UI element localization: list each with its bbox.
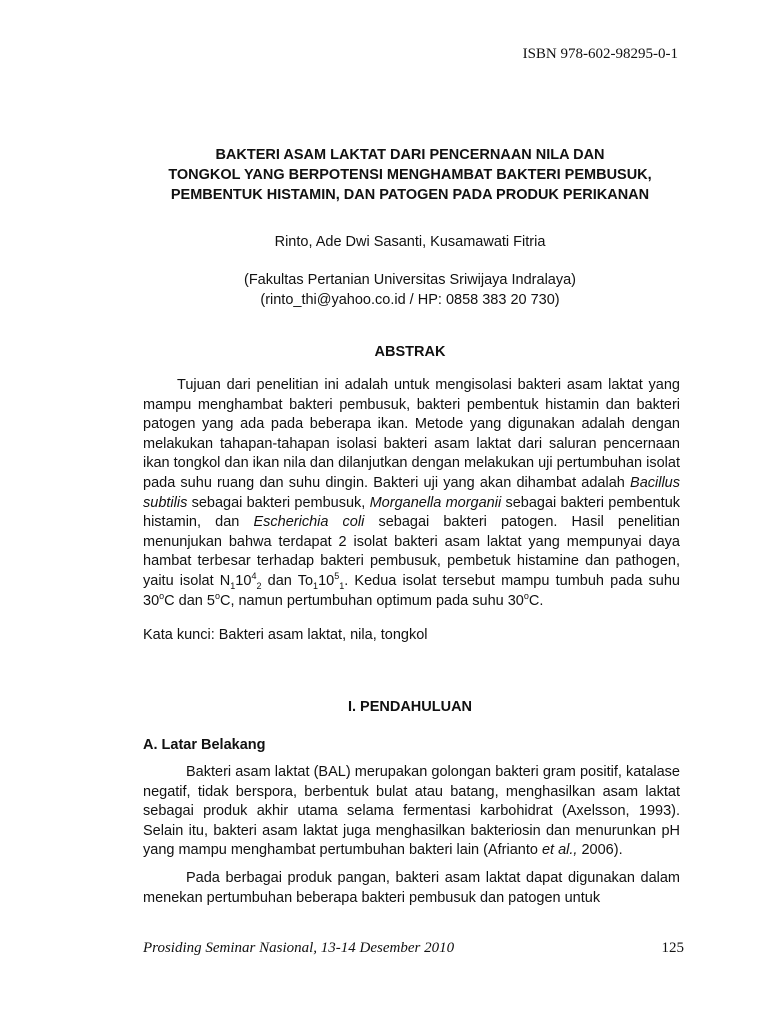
title-line-1: BAKTERI ASAM LAKTAT DARI PENCERNAAN NILA DAN xyxy=(215,147,605,163)
subsection-heading-background: A. Latar Belakang xyxy=(143,737,266,753)
title-line-3: PEMBENTUK HISTAMIN, DAN PATOGEN PADA PRODUK PERIKANAN xyxy=(170,187,650,203)
section-heading-introduction: I. PENDAHULUAN xyxy=(347,699,473,715)
abstract-text-2: sebagai bakteri pembusuk, xyxy=(187,494,366,511)
isolate-2-sup: 5 xyxy=(334,571,340,582)
abstract-text-4: sebagai bakteri patogen. Hasil penelitian menunjukan bahwa terdapat 2 isolat bakteri asam laktat yang mempunyai daya hambat terbesar terhadap bakteri pembusuk, pembetuk histamine dan pathogen, yaitu isolat N xyxy=(143,514,680,589)
intro-paragraph-1 xyxy=(143,763,680,861)
keywords: Kata kunci: Bakteri asam laktat, nila, tongkol xyxy=(143,627,428,643)
paper-title xyxy=(130,145,690,205)
isolate-1-sub-b: 2 xyxy=(256,580,262,591)
species-morganella: Morganella morganii xyxy=(369,494,502,511)
degree-mark-1: o xyxy=(159,590,165,601)
abstract-text-5: dan To xyxy=(261,572,314,589)
intro-paragraph-2: Pada berbagai produk pangan, bakteri asam laktat dapat digunakan dalam menekan pertumbuhan beberapa bakteri pembusuk dan patogen untuk xyxy=(143,870,680,906)
abstract-text-6: . Kedua isolat tersebut mampu tumbuh pada suhu 30 xyxy=(143,572,680,609)
degree-mark-2: o xyxy=(214,590,220,601)
abstract-heading: ABSTRAK xyxy=(374,344,446,360)
isolate-1-sup: 4 xyxy=(251,571,257,582)
isbn-header: ISBN 978-602-98295-0-1 xyxy=(522,46,678,62)
abstract-paragraph xyxy=(143,376,680,611)
affiliation-institution: (Fakultas Pertanian Universitas Sriwijaya Indralaya) xyxy=(243,272,577,288)
isolate-1-sub-a: 1 xyxy=(230,580,236,591)
species-bacillus: Bacillus subtilis xyxy=(143,474,680,511)
abstract-text-7: C dan 5 xyxy=(164,592,215,609)
affiliation xyxy=(130,270,690,310)
isolate-2-sub-b: 1 xyxy=(339,580,345,591)
abstract-text-8: C, namun pertumbuhan optimum pada suhu 30 xyxy=(219,592,524,609)
title-line-2: TONGKOL YANG BERPOTENSI MENGHAMBAT BAKTERI PEMBUSUK, xyxy=(168,167,652,183)
degree-mark-3: o xyxy=(523,590,529,601)
intro-text-1: Bakteri asam laktat (BAL) merupakan golongan bakteri gram positif, katalase negatif, tidak berspora, berbentuk bulat atau batang, menghasilkan asam laktat sebagai produk akhir utama selama fermentasi karbohidrat (Axelsson, 1993). Selain itu, bakteri asam laktat juga menghasilkan bakteriosin dan menurunkan pH yang mampu menghambat pertumbuhan bakteri lain (Afrianto xyxy=(143,764,680,859)
proceedings-footer: Prosiding Seminar Nasional, 13-14 Desember 2010 xyxy=(143,940,455,956)
isolate-1-base: 10 xyxy=(235,572,252,589)
abstract-text-9: C. xyxy=(528,592,544,609)
abstract-text-1: Tujuan dari penelitian ini adalah untuk mengisolasi bakteri asam laktat yang mampu menghambat bakteri pembusuk, bakteri pembentuk histamin dan bakteri patogen yang ada pada beberapa ikan. Metode yang digunakan adalah dengan melakukan tahapan-tahapan isolasi bakteri asam laktat dari saluran pencernaan ikan tongkol dan ikan nila dan dilanjutkan dengan melakukan uji pertumbuhan isolat pada suhu ruang dan suhu dingin. Bakteri uji yang akan dihambat adalah xyxy=(143,377,680,491)
intro-text-2: 2006). xyxy=(577,842,623,859)
species-escherichia: Escherichia coli xyxy=(253,514,365,531)
page-number: 125 xyxy=(661,940,684,956)
author-list: Rinto, Ade Dwi Sasanti, Kusamawati Fitria xyxy=(274,234,546,250)
isolate-2-sub-a: 1 xyxy=(313,580,319,591)
abstract-text-3: sebagai bakteri pembentuk histamin, dan xyxy=(143,494,681,531)
affiliation-contact: (rinto_thi@yahoo.co.id / HP: 0858 383 20 730) xyxy=(260,292,560,308)
citation-et-al: et al., xyxy=(541,842,578,859)
isolate-2-base: 10 xyxy=(318,572,335,589)
